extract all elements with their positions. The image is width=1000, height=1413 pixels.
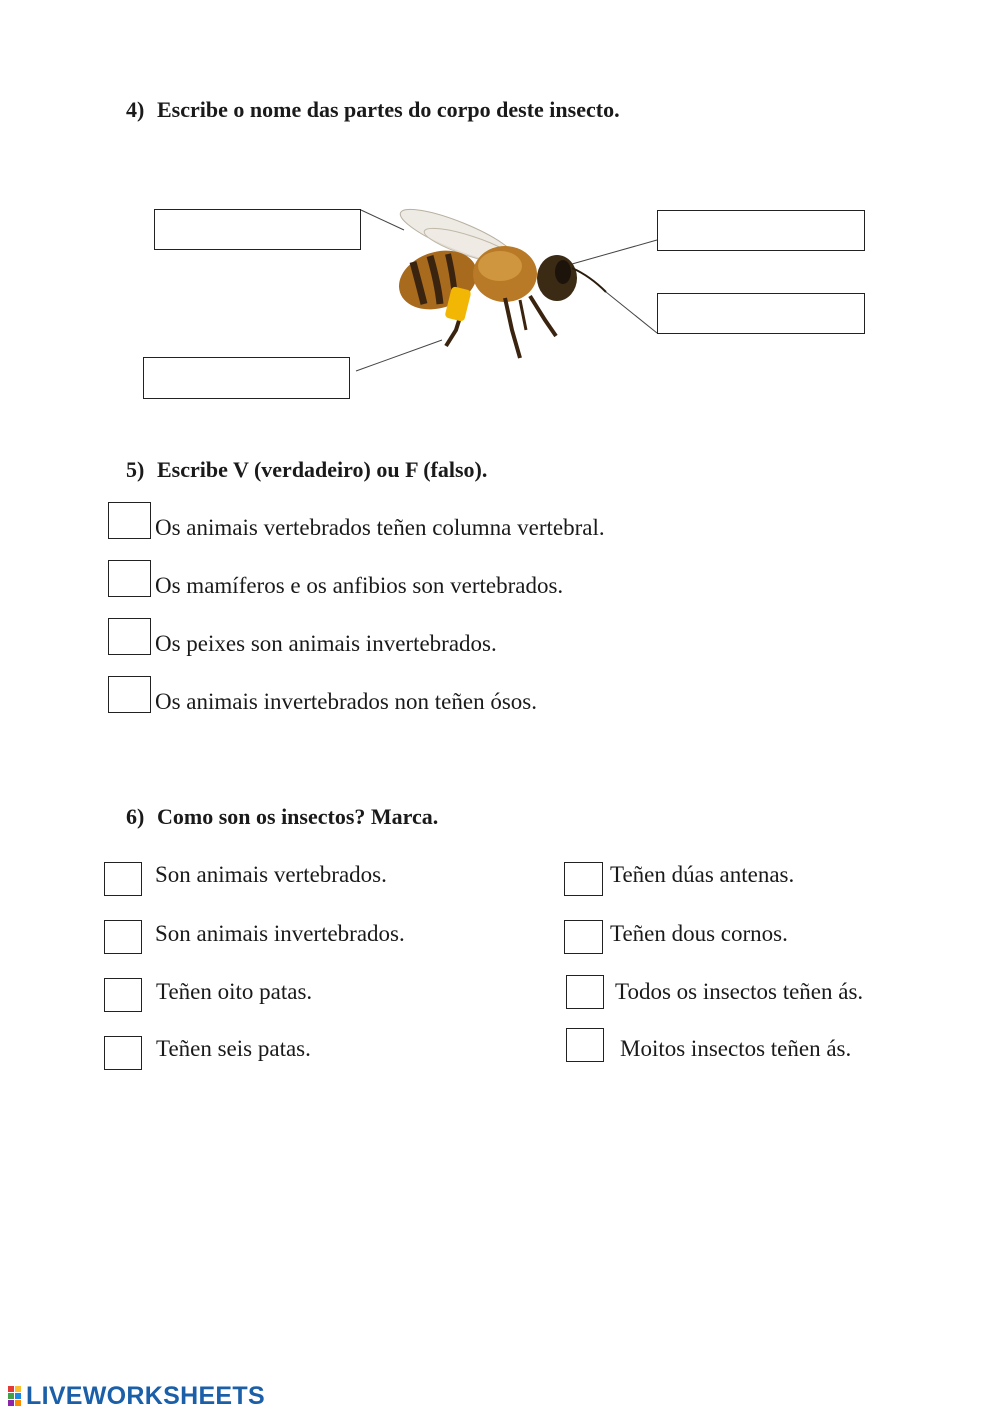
tf-statement-1: Os animais vertebrados teñen columna vertebral.	[155, 515, 605, 540]
leader-line-legs	[356, 340, 442, 371]
q5-title: Escribe V (verdadeiro) ou F (falso).	[157, 457, 488, 482]
q4-title: Escribe o nome das partes do corpo deste insecto.	[157, 97, 620, 122]
q6-option-left-3: Teñen oito patas.	[156, 979, 313, 1004]
liveworksheets-brand[interactable]: LIVEWORKSHEETS	[26, 1382, 265, 1410]
q6-option-right-2: Teñen dous cornos.	[610, 921, 788, 946]
q6-title: Como son os insectos? Marca.	[157, 804, 439, 829]
label-box-head[interactable]	[657, 210, 865, 251]
q6-number: 6)	[126, 804, 145, 829]
label-box-legs[interactable]	[143, 357, 350, 399]
q6-checkbox-right-4[interactable]	[566, 1028, 604, 1062]
q4-number: 4)	[126, 97, 145, 122]
q6-checkbox-left-1[interactable]	[104, 862, 142, 896]
q6-checkbox-left-3[interactable]	[104, 978, 142, 1012]
tf-statement-2: Os mamíferos e os anfibios son vertebrados.	[155, 573, 564, 598]
tf-statement-3: Os peixes son animais invertebrados.	[155, 631, 497, 656]
label-box-wings[interactable]	[154, 209, 361, 250]
leader-line-head	[572, 240, 657, 264]
q6-checkbox-right-1[interactable]	[564, 862, 603, 896]
q6-option-left-2: Son animais invertebrados.	[155, 921, 405, 946]
q5-number: 5)	[126, 457, 145, 482]
q6-option-right-3: Todos os insectos teñen ás.	[615, 979, 864, 1004]
q6-option-left-4: Teñen seis patas.	[156, 1036, 311, 1061]
leader-line-wings	[361, 210, 404, 230]
tf-box-1[interactable]	[108, 502, 151, 539]
tf-box-2[interactable]	[108, 560, 151, 597]
q6-checkbox-left-4[interactable]	[104, 1036, 142, 1070]
tf-box-3[interactable]	[108, 618, 151, 655]
tf-statement-4: Os animais invertebrados non teñen ósos.	[155, 689, 537, 714]
q6-checkbox-left-2[interactable]	[104, 920, 142, 954]
bee-icon	[391, 200, 606, 358]
q6-option-right-4: Moitos insectos teñen ás.	[620, 1036, 852, 1061]
q5-heading	[126, 457, 487, 483]
q6-option-left-1: Son animais vertebrados.	[155, 862, 387, 887]
q4-heading	[126, 97, 620, 123]
label-box-antenna[interactable]	[657, 293, 865, 334]
tf-box-4[interactable]	[108, 676, 151, 713]
q6-heading	[126, 804, 438, 830]
q6-checkbox-right-2[interactable]	[564, 920, 603, 954]
q6-checkbox-right-3[interactable]	[566, 975, 604, 1009]
leader-line-antenna	[606, 292, 657, 333]
q6-option-right-1: Teñen dúas antenas.	[610, 862, 795, 887]
